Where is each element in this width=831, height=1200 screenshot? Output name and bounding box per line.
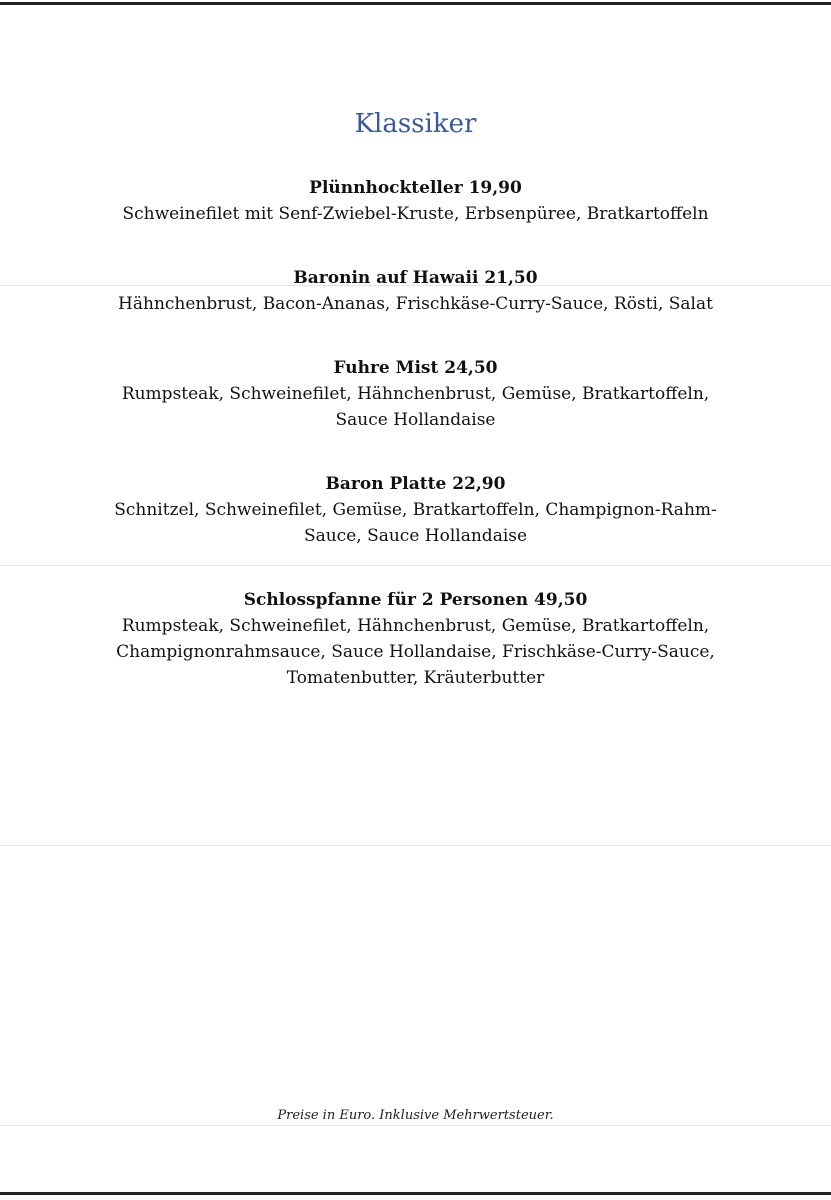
menu-item-description [90,291,741,317]
menu-item-description-line: Rumpsteak, Schweinefilet, Hähnchenbrust, Gemüse, Bratkartoffeln, [121,384,710,404]
menu-item-description [90,497,741,549]
menu-item-description-line: Champignonrahmsauce, Sauce Hollandaise, Frischkäse-Curry-Sauce, [116,642,715,662]
menu-item-description [90,381,741,433]
menu-item-description-line: Rumpsteak, Schweinefilet, Hähnchenbrust, Gemüse, Bratkartoffeln, [121,616,710,636]
menu-item-description-line: Tomatenbutter, Kräuterbutter [286,668,545,688]
menu-item-description-line: Hähnchenbrust, Bacon-Ananas, Frischkäse-Curry-Sauce, Rösti, Salat [118,294,713,314]
menu-item [90,175,741,227]
menu-item [90,587,741,691]
page-divider [0,845,831,846]
menu-item-name: Schlosspfanne für 2 Personen 49,50 [243,590,588,610]
menu-item-name: Baronin auf Hawaii 21,50 [293,268,538,288]
price-note: Preise in Euro. Inklusive Mehrwertsteuer. [277,1108,554,1123]
menu-item-name: Baron Platte 22,90 [325,474,506,494]
menu-item-description [90,201,741,227]
page-divider [0,565,831,566]
menu-item-name: Plünnhockteller 19,90 [309,178,522,198]
menu-item-description-line: Schnitzel, Schweinefilet, Gemüse, Bratkartoffeln, Champignon-Rahm- [114,500,717,520]
menu-item [90,471,741,549]
page-bottom-border [0,1192,831,1195]
menu-item-name: Fuhre Mist 24,50 [333,358,498,378]
menu-item-description-line: Schweinefilet mit Senf-Zwiebel-Kruste, Erbsenpüree, Bratkartoffeln [122,204,709,224]
menu-item [90,355,741,433]
menu-item-description-line: Sauce, Sauce Hollandaise [303,526,528,546]
menu-item-description-line: Sauce Hollandaise [335,410,496,430]
section-title: Klassiker [354,109,477,139]
menu-item-description [90,613,741,691]
page-top-border [0,2,831,5]
menu-item [90,265,741,317]
page-divider [0,1125,831,1126]
